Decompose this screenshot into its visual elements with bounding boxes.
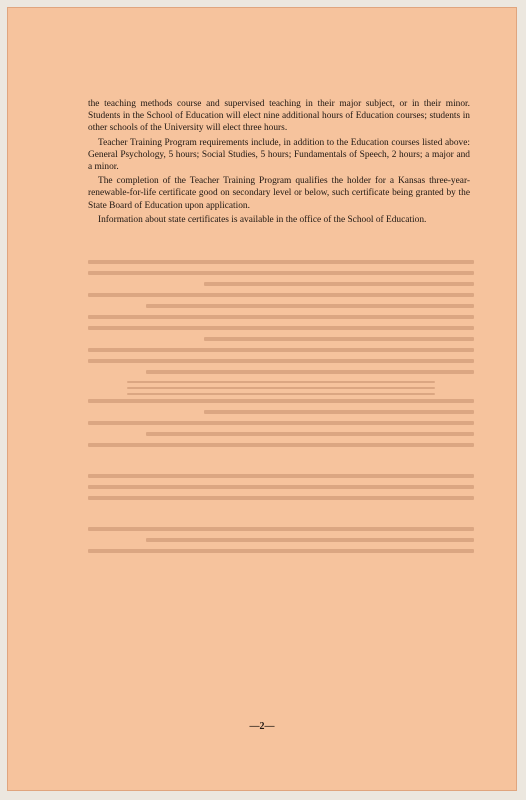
paragraph-information: Information about state certificates is available in the office of the School of Education. bbox=[98, 214, 427, 225]
paragraph-teaching-methods: the teaching methods course and supervised teaching in their major subject, or in their minor. Students in the School of Education will elect nine additional hours of Education courses; students in other schools of the University will elect three hours. bbox=[88, 99, 470, 134]
body-text bbox=[88, 98, 470, 228]
document-page bbox=[8, 8, 516, 790]
paragraph-requirements: Teacher Training Program requirements include, in addition to the Education courses listed above: General Psychology, 5 hours; Social Studies, 5 hours; Fundamentals of Speech, 2 hours; a major and a minor. bbox=[88, 137, 470, 173]
paragraph-certificate: The completion of the Teacher Training Program qualifies the holder for a Kansas three-year-renewable-for-life certificate good on secondary level or below, such certificate being granted by the State Board of Education upon application. bbox=[88, 176, 470, 211]
bleed-through-reverse-text bbox=[88, 222, 474, 702]
page-number: —2— bbox=[249, 721, 275, 732]
